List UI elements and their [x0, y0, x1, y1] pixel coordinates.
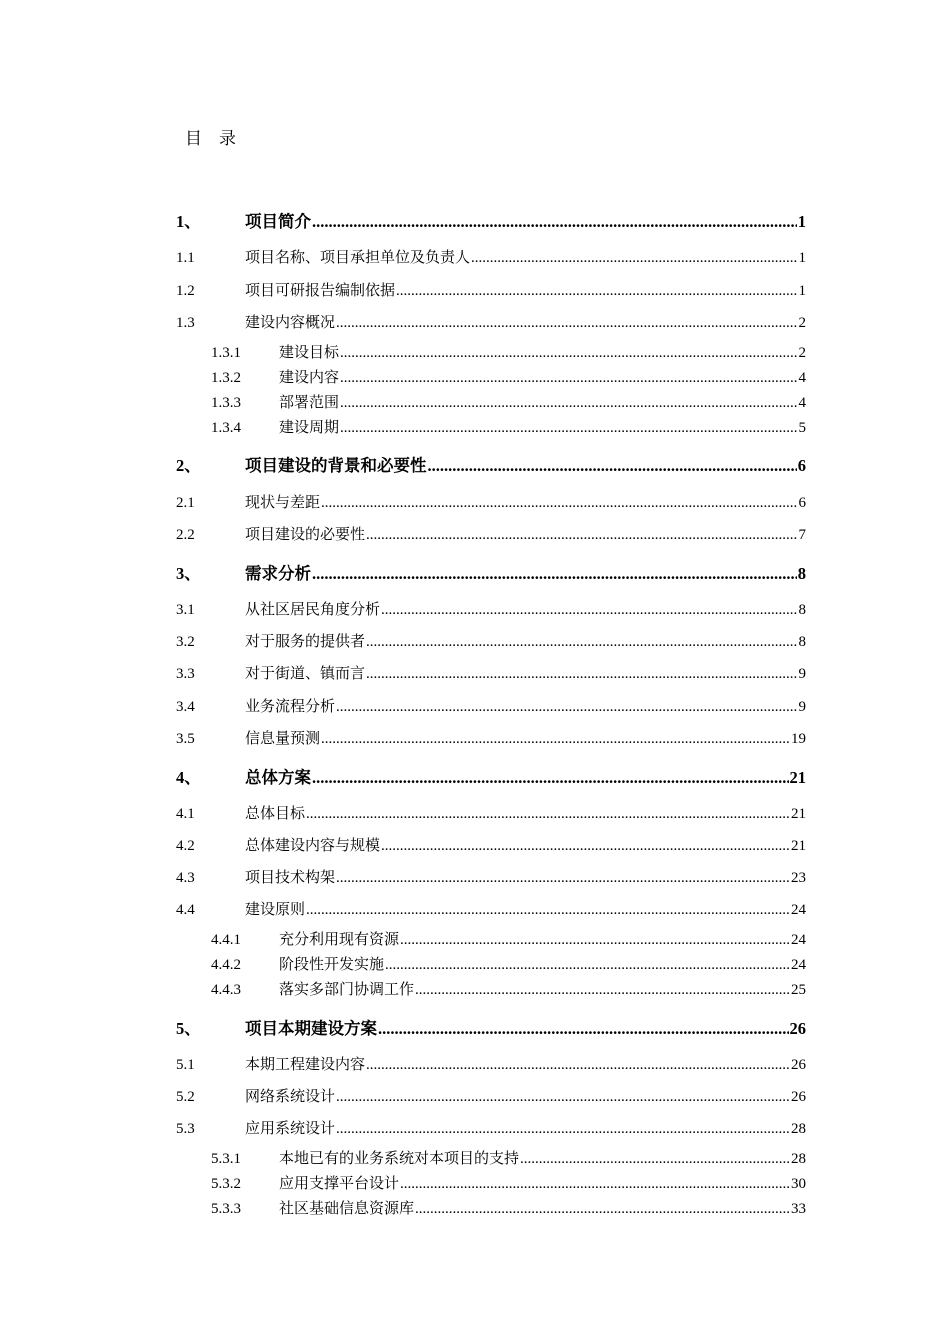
toc-entry-title: 应用支撑平台设计 — [279, 1176, 400, 1192]
toc-entry-page: 2 — [798, 345, 806, 361]
toc-entry[interactable] — [176, 630, 806, 651]
toc-entry-number: 2、 — [176, 456, 201, 475]
toc-dot-leader — [385, 957, 790, 974]
toc-entry-title: 项目可研报告编制依据 — [245, 283, 396, 299]
toc-entry[interactable] — [176, 662, 806, 683]
toc-entry-number: 4.4.3 — [211, 982, 241, 998]
toc-entry-title: 信息量预测 — [245, 731, 321, 747]
toc-dot-leader — [336, 1121, 790, 1138]
toc-dot-leader — [366, 527, 797, 544]
toc-entry-number: 1.3 — [176, 315, 195, 331]
toc-dot-leader — [312, 564, 797, 584]
toc-entry-number: 3、 — [176, 564, 201, 583]
toc-entry-title: 建设内容概况 — [245, 315, 336, 331]
toc-entry-number: 4.2 — [176, 838, 195, 854]
toc-entry[interactable] — [176, 1147, 806, 1168]
toc-entry-page: 8 — [797, 564, 806, 583]
toc-entry-number: 4.4.1 — [211, 932, 241, 948]
toc-entry-number: 5.3.3 — [211, 1201, 241, 1217]
toc-entry-title: 对于街道、镇而言 — [245, 666, 366, 682]
toc-entry-number: 5.3 — [176, 1121, 195, 1137]
toc-dot-leader — [400, 1176, 790, 1193]
toc-entry-number: 4.4 — [176, 902, 195, 918]
toc-entry[interactable] — [176, 311, 806, 332]
toc-dot-leader — [381, 838, 790, 855]
toc-dot-leader — [381, 602, 797, 619]
toc-entry[interactable] — [176, 341, 806, 362]
toc-entry-number: 5.1 — [176, 1057, 195, 1073]
toc-entry-page: 9 — [798, 699, 806, 715]
toc-entry-number: 1.3.4 — [211, 420, 241, 436]
toc-entry-page: 24 — [791, 957, 806, 973]
toc-entry-title: 部署范围 — [279, 395, 340, 411]
toc-entry-title: 项目简介 — [245, 212, 311, 231]
toc-entry[interactable] — [176, 978, 806, 999]
toc-dot-leader — [312, 212, 797, 232]
toc-entry[interactable] — [176, 1053, 806, 1074]
toc-entry-title: 应用系统设计 — [245, 1121, 336, 1137]
toc-entry-title: 从社区居民角度分析 — [245, 602, 381, 618]
toc-dot-leader — [366, 666, 797, 683]
toc-entry[interactable] — [176, 834, 806, 855]
toc-entry[interactable] — [176, 598, 806, 619]
toc-entry-title: 对于服务的提供者 — [245, 634, 366, 650]
toc-entry[interactable] — [176, 391, 806, 412]
toc-dot-leader — [306, 902, 790, 919]
toc-entry-number: 5、 — [176, 1019, 201, 1038]
toc-entry[interactable] — [176, 491, 806, 512]
toc-dot-leader — [336, 870, 790, 887]
toc-entry-page: 5 — [798, 420, 806, 436]
toc-entry-title: 总体建设内容与规模 — [245, 838, 381, 854]
toc-entry-page: 9 — [798, 666, 806, 682]
toc-entry-number: 3.3 — [176, 666, 195, 682]
toc-entry-page: 23 — [791, 870, 806, 886]
toc-dot-leader — [428, 456, 797, 476]
toc-entry-page: 24 — [791, 932, 806, 948]
toc-entry-number: 5.3.1 — [211, 1151, 241, 1167]
toc-entry[interactable] — [176, 560, 806, 584]
toc-entry-page: 24 — [791, 902, 806, 918]
toc-entry-title: 项目名称、项目承担单位及负责人 — [245, 250, 471, 266]
toc-entry-page: 19 — [791, 731, 806, 747]
toc-dot-leader — [366, 1057, 790, 1074]
toc-entry-number: 4.3 — [176, 870, 195, 886]
toc-entry-number: 1.2 — [176, 283, 195, 299]
toc-entry-page: 4 — [798, 395, 806, 411]
toc-entry-title: 网络系统设计 — [245, 1089, 336, 1105]
toc-entry-page: 6 — [797, 456, 806, 475]
toc-dot-leader — [366, 634, 797, 651]
toc-entry[interactable] — [176, 1172, 806, 1193]
toc-entry[interactable] — [176, 898, 806, 919]
toc-entry-number: 1.3.1 — [211, 345, 241, 361]
toc-entry-page: 7 — [798, 527, 806, 543]
toc-entry-title: 建设内容 — [279, 370, 340, 386]
toc-entry-title: 总体目标 — [245, 806, 306, 822]
toc-entry-page: 4 — [798, 370, 806, 386]
toc-entry-title: 建设目标 — [279, 345, 340, 361]
toc-entry-title: 总体方案 — [245, 768, 311, 787]
toc-entry-title: 需求分析 — [245, 564, 311, 583]
toc-dot-leader — [336, 699, 797, 716]
toc-dot-leader — [520, 1151, 790, 1168]
toc-entry-title: 现状与差距 — [245, 495, 321, 511]
toc-dot-leader — [312, 768, 789, 788]
toc-entry-page: 1 — [798, 250, 806, 266]
toc-entry-number: 4、 — [176, 768, 201, 787]
toc-entry-title: 本期工程建设内容 — [245, 1057, 366, 1073]
toc-dot-leader — [415, 1201, 790, 1218]
toc-entry[interactable] — [176, 1015, 806, 1039]
toc-entry-number: 4.4.2 — [211, 957, 241, 973]
toc-entry-title: 项目建设的必要性 — [245, 527, 366, 543]
toc-entry-number: 3.4 — [176, 699, 195, 715]
toc-entry[interactable] — [176, 764, 806, 788]
toc-entry[interactable] — [176, 246, 806, 267]
toc-entry-title: 阶段性开发实施 — [279, 957, 385, 973]
toc-entry-page: 26 — [791, 1089, 806, 1105]
toc-entry[interactable] — [176, 366, 806, 387]
toc-entry-title: 业务流程分析 — [245, 699, 336, 715]
toc-entry[interactable] — [176, 523, 806, 544]
toc-entry[interactable] — [176, 866, 806, 887]
toc-entry-title: 充分利用现有资源 — [279, 932, 400, 948]
toc-title: 目 录 — [185, 129, 236, 148]
toc-entry-page: 21 — [791, 838, 806, 854]
toc-entry-number: 1.3.2 — [211, 370, 241, 386]
toc-entry-title: 建设周期 — [279, 420, 340, 436]
toc-entry-number: 3.1 — [176, 602, 195, 618]
toc-entry-number: 1、 — [176, 212, 201, 231]
toc-entry[interactable] — [176, 452, 806, 476]
toc-entry[interactable] — [176, 802, 806, 823]
toc-entry-page: 6 — [798, 495, 806, 511]
toc-dot-leader — [400, 932, 790, 949]
toc-dot-leader — [378, 1019, 789, 1039]
toc-entry-page: 26 — [789, 1019, 806, 1038]
toc-entry[interactable] — [176, 1085, 806, 1106]
toc-entry[interactable] — [176, 416, 806, 437]
toc-entry-page: 1 — [798, 283, 806, 299]
toc-entry-title: 本地已有的业务系统对本项目的支持 — [279, 1151, 520, 1167]
toc-entry-title: 项目建设的背景和必要性 — [245, 456, 427, 475]
toc-dot-leader — [336, 315, 797, 332]
toc-entry-page: 1 — [797, 212, 806, 231]
toc-entry-number: 2.1 — [176, 495, 195, 511]
toc-entry-page: 30 — [791, 1176, 806, 1192]
toc-entry-title: 社区基础信息资源库 — [279, 1201, 415, 1217]
toc-dot-leader — [336, 1089, 790, 1106]
toc-entry-number: 2.2 — [176, 527, 195, 543]
toc-entry[interactable] — [176, 279, 806, 300]
toc-entry-title: 落实多部门协调工作 — [279, 982, 415, 998]
toc-entry-number: 1.3.3 — [211, 395, 241, 411]
toc-dot-leader — [340, 420, 797, 437]
toc-dot-leader — [321, 495, 797, 512]
toc-dot-leader — [471, 250, 797, 267]
toc-dot-leader — [340, 345, 797, 362]
toc-dot-leader — [340, 395, 797, 412]
toc-dot-leader — [396, 283, 797, 300]
toc-entry[interactable] — [176, 727, 806, 748]
toc-dot-leader — [321, 731, 790, 748]
toc-entry-number: 4.1 — [176, 806, 195, 822]
toc-entry-number: 5.2 — [176, 1089, 195, 1105]
toc-entry-page: 28 — [791, 1121, 806, 1137]
toc-dot-leader — [415, 982, 790, 999]
toc-entry[interactable] — [176, 1117, 806, 1138]
toc-entry-page: 21 — [791, 806, 806, 822]
toc-entry-page: 26 — [791, 1057, 806, 1073]
toc-entry-page: 21 — [789, 768, 806, 787]
toc-entry-page: 8 — [798, 602, 806, 618]
toc-entry-number: 3.5 — [176, 731, 195, 747]
toc-entry-number: 1.1 — [176, 250, 195, 266]
toc-entry-page: 33 — [791, 1201, 806, 1217]
toc-entry-number: 5.3.2 — [211, 1176, 241, 1192]
toc-dot-leader — [306, 806, 790, 823]
toc-entry[interactable] — [176, 1197, 806, 1218]
toc-entry-title: 项目技术构架 — [245, 870, 336, 886]
toc-entry-page: 2 — [798, 315, 806, 331]
toc-entry-page: 25 — [791, 982, 806, 998]
toc-entry-number: 3.2 — [176, 634, 195, 650]
toc-dot-leader — [340, 370, 797, 387]
toc-entry-title: 建设原则 — [245, 902, 306, 918]
toc-entry-title: 项目本期建设方案 — [245, 1019, 377, 1038]
toc-entry-page: 28 — [791, 1151, 806, 1167]
toc-entry[interactable] — [176, 695, 806, 716]
toc-entry-page: 8 — [798, 634, 806, 650]
toc-entry[interactable] — [176, 208, 806, 232]
toc-entry[interactable] — [176, 953, 806, 974]
toc-entry[interactable] — [176, 928, 806, 949]
